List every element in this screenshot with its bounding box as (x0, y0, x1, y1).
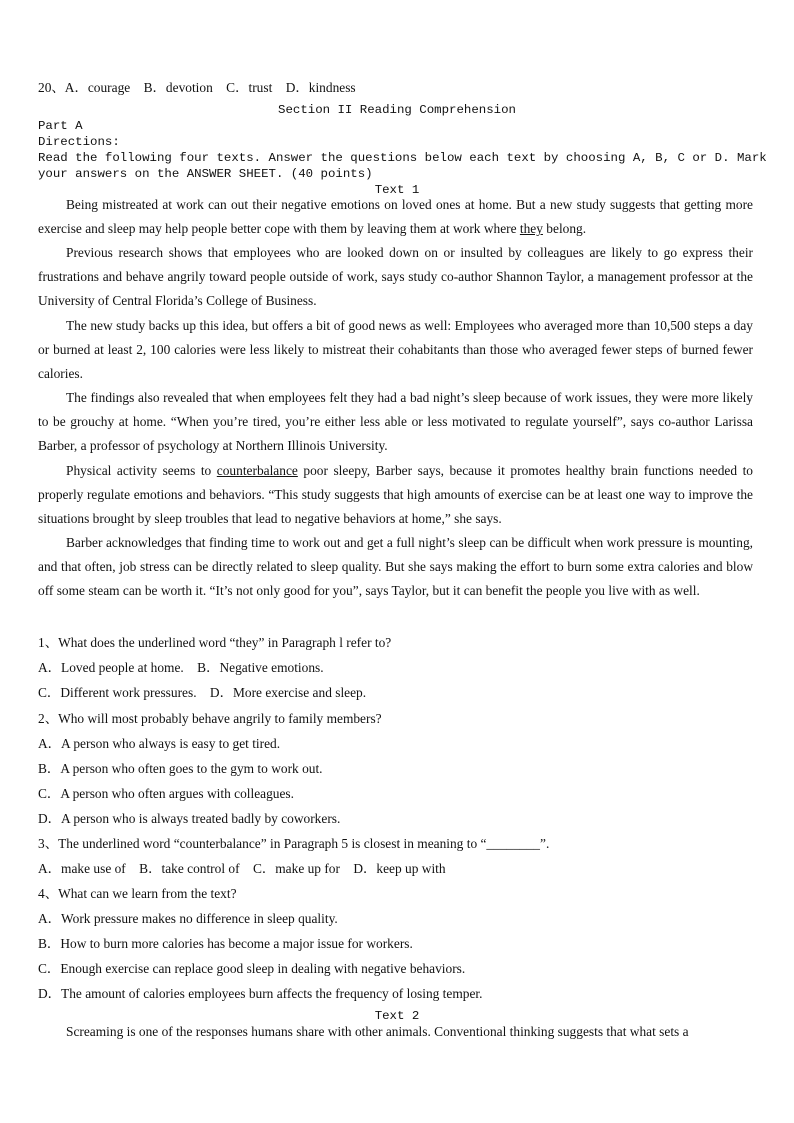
text1-paragraph-1: Being mistreated at work can out their negative emotions on loved ones at home. But a new study suggests that getting more exercise and sleep may help people better cope with them by leaving them at work where they belong. (38, 197, 753, 236)
question-4: 4、What can we learn from the text? (38, 886, 237, 901)
question-4-option-a: A．Work pressure makes no difference in sleep quality. (38, 911, 338, 926)
section-title: Section II Reading Comprehension (278, 103, 516, 117)
text1-paragraph-2: Previous research shows that employees who are looked down on or insulted by colleagues are likely to go express their frustrations and behave angrily toward people outside of work, says study co-author Shannon Taylor, a management professor at the University of Central Florida’s College of Business. (38, 245, 753, 308)
question-1: 1、What does the underlined word “they” in Paragraph l refer to? (38, 635, 392, 650)
question-4-option-b: B．How to burn more calories has become a major issue for workers. (38, 936, 413, 951)
question-1-options-cd: C．Different work pressures. D．More exercise and sleep. (38, 685, 367, 700)
question-3: 3、The underlined word “counterbalance” in Paragraph 5 is closest in meaning to “________”. (38, 836, 550, 851)
question-3-options: A．make use of B．take control of C．make up for D．keep up with (38, 861, 446, 876)
text1-title: Text 1 (374, 183, 420, 197)
question-4-option-d: D．The amount of calories employees burn affects the frequency of losing temper. (38, 986, 483, 1001)
directions-line-1: Read the following four texts. Answer the questions below each text by choosing A, B, C or D. Mark (38, 151, 767, 165)
text1-paragraph-6: Barber acknowledges that finding time to work out and get a full night’s sleep can be difficult when work pressure is mounting, and that often, job stress can be directly related to sleep quality. But she says making the effort to burn some extra calories and blow off some steam can be worth it. “It’s not only good for you”, says Taylor, but it can benefit the people you live with as well. (38, 535, 753, 598)
directions-label: Directions: (38, 135, 120, 149)
question-4-option-c: C．Enough exercise can replace good sleep in dealing with negative behaviors. (38, 961, 466, 976)
question-1-options-ab: A．Loved people at home. B．Negative emotions. (38, 660, 324, 675)
text2-title: Text 2 (374, 1009, 420, 1023)
prev-answer-options: 20、A．courage B．devotion C．trust D．kindness (38, 80, 356, 95)
text1-paragraph-4: The findings also revealed that when employees felt they had a bad night’s sleep because of work issues, they were more likely to be grouchy at home. “When you’re tired, you’re either less able or less motivated to regulate yourself”, says co-author Larissa Barber, a professor of psychology at Northern Illinois University. (38, 390, 753, 453)
text2-paragraph-1: Screaming is one of the responses humans share with other animals. Conventional thinking suggests that what sets a (66, 1024, 689, 1039)
part-label: Part A (38, 119, 83, 133)
question-2: 2、Who will most probably behave angrily to family members? (38, 711, 382, 726)
question-2-option-a: A．A person who always is easy to get tired. (38, 736, 281, 751)
text1-paragraph-5: Physical activity seems to counterbalance poor sleepy, Barber says, because it promotes healthy brain functions needed to properly regulate emotions and behaviors. “This study suggests that high amounts of exercise can be at least one way to improve the situations brought by sleep troubles that lead to negative behaviors at home,” she says. (38, 463, 753, 526)
underlined-counterbalance: counterbalance (216, 463, 298, 478)
question-2-option-c: C．A person who often argues with colleagues. (38, 786, 294, 801)
underlined-they: they (519, 221, 543, 236)
question-2-option-b: B．A person who often goes to the gym to work out. (38, 761, 323, 776)
text1-paragraph-3: The new study backs up this idea, but offers a bit of good news as well: Employees who averaged more than 10,500 steps a day or burned at least 2, 100 calories were less likely to mistreat their cohabitants than those who averaged fewer steps of burned fewer calories. (38, 318, 753, 381)
directions-line-2: your answers on the ANSWER SHEET. (40 points) (38, 167, 373, 181)
question-2-option-d: D．A person who is always treated badly by coworkers. (38, 811, 341, 826)
